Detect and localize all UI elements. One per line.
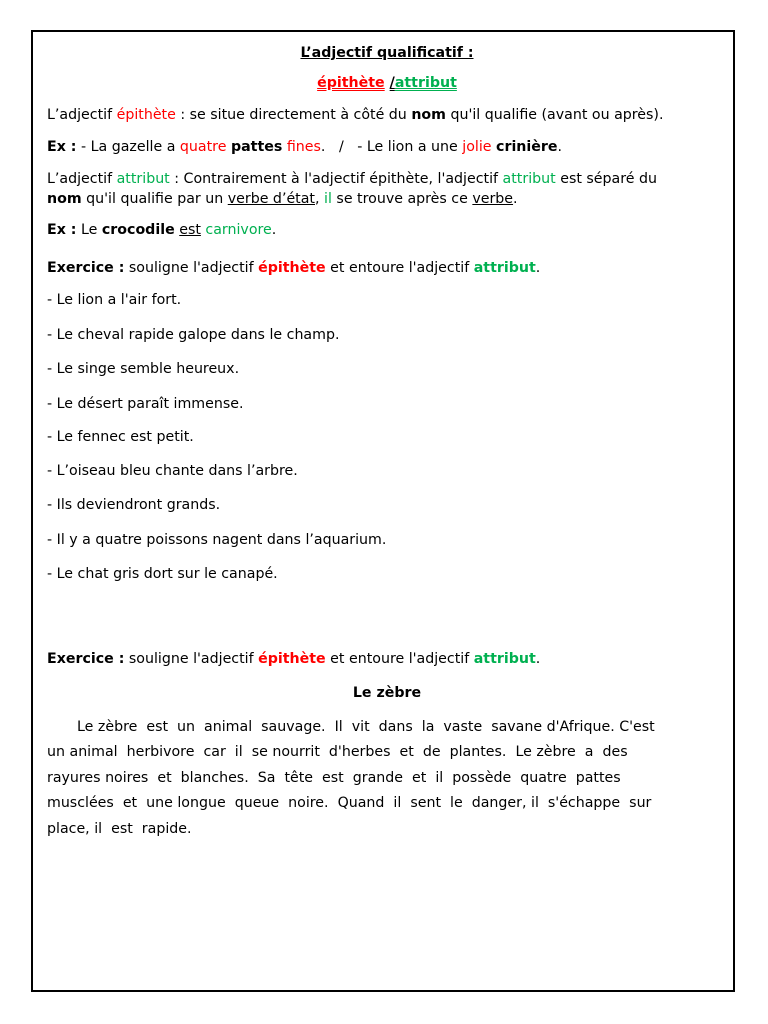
- subtitle-slash: /: [389, 75, 395, 91]
- sentence-item: - Le désert paraît immense.: [47, 396, 244, 412]
- word-criniere: crinière: [496, 139, 558, 155]
- sentence-item: - Ils deviendront grands.: [47, 497, 221, 513]
- word-verbe-etat: verbe d’état: [227, 191, 315, 207]
- text: est séparé du: [555, 171, 657, 187]
- story-line: un animal herbivore car il se nourrit d'herbes et de plantes. Le zèbre a des: [47, 744, 628, 760]
- story-line: musclées et une longue queue noire. Quand il sent le danger, il s'échappe sur: [47, 795, 652, 811]
- text: et entoure l'adjectif: [325, 651, 474, 667]
- word-est: est: [179, 222, 201, 238]
- text: .: [513, 191, 518, 207]
- definition-epithete: [47, 105, 663, 125]
- definition-attribut-line2: [47, 189, 518, 209]
- text: Le: [76, 222, 102, 238]
- text: qu'il qualifie par un: [81, 191, 228, 207]
- example-attribut: [47, 220, 276, 240]
- word-il: il: [324, 191, 332, 207]
- sentence-item: - Il y a quatre poissons nagent dans l’aquarium.: [47, 532, 387, 548]
- story-line: rayures noires et blanches. Sa tête est grande et il possède quatre pattes: [47, 770, 621, 786]
- text: ,: [315, 191, 325, 207]
- sentence-item: - Le cheval rapide galope dans le champ.: [47, 327, 340, 343]
- example-label: Ex :: [47, 222, 77, 238]
- sentence-item: - Le chat gris dort sur le canapé.: [47, 566, 278, 582]
- text: se trouve après ce: [331, 191, 473, 207]
- sentence-item: - Le singe semble heureux.: [47, 361, 240, 377]
- word-epithete: épithète: [258, 651, 326, 667]
- word-attribut: attribut: [502, 171, 556, 187]
- story-line: place, il est rapide.: [47, 821, 192, 837]
- sentence-item: - Le lion a l'air fort.: [47, 292, 182, 308]
- exercise-2-instruction: [47, 649, 540, 669]
- exercise-label: Exercice :: [47, 260, 125, 276]
- sentence-item: - L’oiseau bleu chante dans l’arbre.: [47, 463, 298, 479]
- page-title: L’adjectif qualificatif :: [300, 45, 474, 61]
- exercise-1-instruction: [47, 258, 540, 278]
- text: souligne l'adjectif: [124, 260, 259, 276]
- subtitle-epithete: épithète: [317, 75, 385, 91]
- word-fines: fines: [286, 139, 321, 155]
- word-epithete: épithète: [116, 107, 176, 123]
- example-label: Ex :: [47, 139, 77, 155]
- text: .: [557, 139, 563, 155]
- word-carnivore: carnivore: [205, 222, 272, 238]
- text: qu'il qualifie (avant ou après).: [445, 107, 664, 123]
- word-pattes: pattes: [230, 139, 283, 155]
- text: L’adjectif: [47, 107, 117, 123]
- story-title: Le zèbre: [352, 685, 422, 701]
- word-jolie: jolie: [462, 139, 492, 155]
- word-attribut: attribut: [473, 651, 536, 667]
- page-subtitle: [47, 73, 727, 93]
- text: L’adjectif: [47, 171, 117, 187]
- word-nom: nom: [411, 107, 446, 123]
- word-nom: nom: [47, 191, 82, 207]
- word-epithete: épithète: [258, 260, 326, 276]
- word-verbe: verbe: [472, 191, 514, 207]
- word-crocodile: crocodile: [101, 222, 175, 238]
- story-line: Le zèbre est un animal sauvage. Il vit dans la vaste savane d'Afrique. C'est: [77, 719, 655, 735]
- text: .: [535, 651, 541, 667]
- text: - La gazelle a: [76, 139, 180, 155]
- exercise-label: Exercice :: [47, 651, 125, 667]
- example-epithete: [47, 137, 562, 157]
- text: : se situe directement à côté du: [175, 107, 412, 123]
- text: .: [535, 260, 541, 276]
- word-attribut: attribut: [116, 171, 170, 187]
- word-attribut: attribut: [473, 260, 536, 276]
- text: . / - Le lion a une: [320, 139, 463, 155]
- word-quatre: quatre: [179, 139, 227, 155]
- text: .: [271, 222, 277, 238]
- text: et entoure l'adjectif: [325, 260, 474, 276]
- subtitle-attribut: attribut: [394, 75, 457, 91]
- definition-attribut-line1: [47, 169, 657, 189]
- sentence-item: - Le fennec est petit.: [47, 429, 194, 445]
- text: : Contrairement à l'adjectif épithète, l'adjectif: [169, 171, 503, 187]
- text: souligne l'adjectif: [124, 651, 259, 667]
